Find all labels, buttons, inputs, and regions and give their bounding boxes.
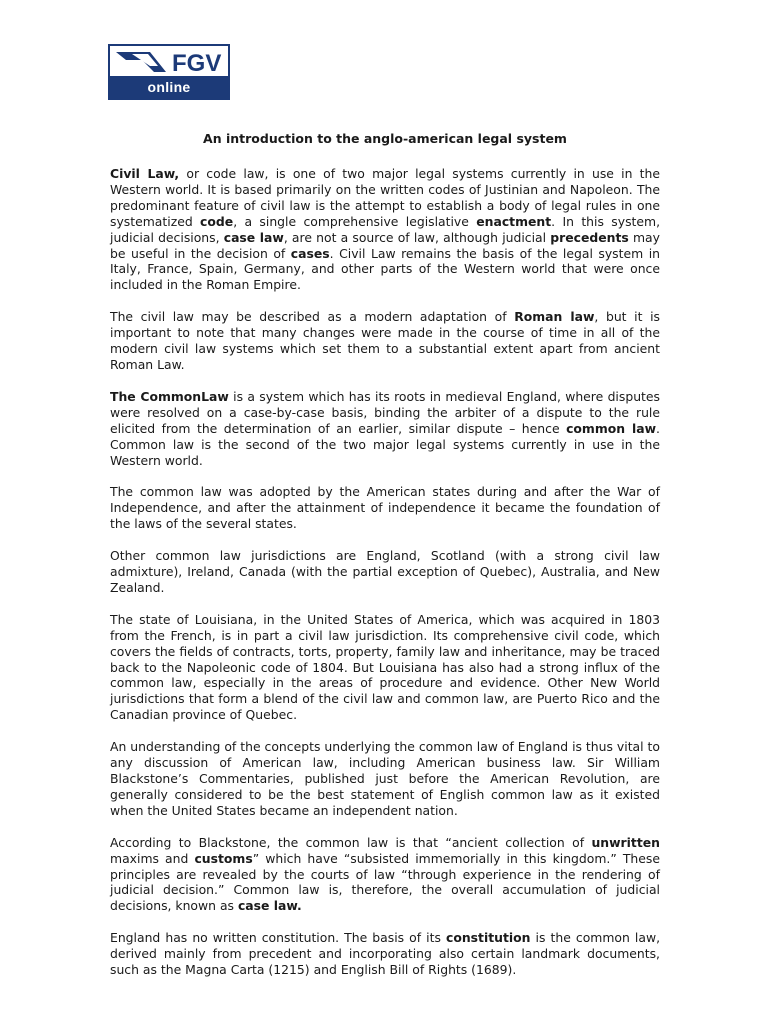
paragraph-text: An understanding of the concepts underlying the common law of England is thus vital to any discussion of American law, including American business law. Sir William Blackstone’s Commentaries, published just before the American Revolution, are generally considered to be the best statement of English common law as it existed when the United States became an independent nation. xyxy=(110,739,660,818)
paragraph-text: The civil law may be described as a modern adaptation of xyxy=(110,309,515,325)
paragraph-text: , but it is important to note that many changes were made in the course of time in all of the modern civil law systems which set them to a substantial extent apart from ancient Roman Law. xyxy=(110,309,660,372)
paragraph-text: . In this system, judicial decisions, xyxy=(110,213,661,245)
paragraph xyxy=(110,930,660,978)
paragraph xyxy=(110,548,660,596)
paragraph-text: Other common law jurisdictions are England, Scotland (with a strong civil law admixture), Ireland, Canada (with the partial exception of Quebec), Australia, and New Zealand. xyxy=(110,548,660,595)
bold-term: customs xyxy=(194,850,253,866)
document-body xyxy=(110,166,660,994)
paragraph-text: is the common law, derived mainly from precedent and incorporating also certain landmark documents, such as the Magna Carta (1215) and English Bill of Rights (1689). xyxy=(110,930,661,978)
bold-term: enactment xyxy=(476,213,552,229)
bold-term: precedents xyxy=(550,229,629,245)
bold-term: case law xyxy=(223,229,284,245)
paragraph xyxy=(110,612,660,723)
paragraph-text: may be useful in the decision of xyxy=(110,229,660,261)
paragraph-text: The common law was adopted by the American states during and after the War of Independence, and after the attainment of independence it became the foundation of the laws of the several states. xyxy=(110,484,660,532)
bold-term: code xyxy=(200,213,234,229)
paragraph-text: is a system which has its roots in medieval England, where disputes were resolved on a case-by-case basis, binding the arbiter of a dispute to the rule elicited from the determination of an earlier, similar dispute – hence xyxy=(110,388,660,436)
paragraph xyxy=(110,739,660,819)
paragraph-text: England has no written constitution. The basis of its xyxy=(110,930,446,946)
paragraph-text: maxims and xyxy=(110,850,195,866)
bold-term: Civil Law, xyxy=(110,166,180,181)
paragraph-text: The state of Louisiana, in the United States of America, which was acquired in 1803 from the French, is in part a civil law jurisdiction. Its comprehensive civil code, which covers the fields of contracts, torts, property, family law and inheritance, may be traced back to the Napoleonic code of 1804. But Louisiana has also had a strong influx of the common law, especially in the areas of procedure and evidence. Other New World jurisdictions that form a blend of the civil law and common law, are Puerto Rico and the Canadian province of Quebec. xyxy=(110,611,660,723)
paragraph xyxy=(110,389,660,469)
fgv-online-logo xyxy=(108,44,230,100)
logo-subtitle: online xyxy=(110,76,228,98)
logo-brand: FGV xyxy=(172,50,222,76)
paragraph-text: , are not a source of law, although judicial xyxy=(283,229,551,245)
paragraph xyxy=(110,484,660,532)
paragraph-text: According to Blackstone, the common law is that “ancient collection of xyxy=(110,834,592,850)
bold-term: common law xyxy=(566,420,657,436)
document-title: An introduction to the anglo-american legal system xyxy=(203,131,567,146)
paragraph-text: ” which have “subsisted immemorially in this kingdom.” These principles are revealed by the courts of law “through experience in the rendering of judicial decision.” Common law is, therefore, the overall accumulation of judicial decisions, known as xyxy=(110,850,660,914)
bold-term: case law. xyxy=(237,898,302,914)
paragraph xyxy=(110,835,660,915)
bold-term: constitution xyxy=(445,930,531,946)
paragraph-text: . Common law is the second of the two major legal systems currently in use in the Western world. xyxy=(110,420,660,468)
bold-term: The CommonLaw xyxy=(110,388,229,404)
paragraph-text: , a single comprehensive legislative xyxy=(233,213,477,229)
paragraph-text: . Civil Law remains the basis of the legal system in Italy, France, Spain, Germany, and other parts of the Western world that were once included in the Roman Empire. xyxy=(110,245,661,293)
paragraph-text: or code law, is one of two major legal systems currently in use in the Western world. It is based primarily on the written codes of Justinian and Napoleon. The predominant feature of civil law is the attempt to establish a body of legal rules in one systematized xyxy=(110,166,661,229)
bold-term: unwritten xyxy=(591,834,660,850)
paragraph xyxy=(110,309,660,373)
paragraph xyxy=(110,166,660,293)
bold-term: cases xyxy=(290,245,330,261)
bold-term: Roman law xyxy=(514,309,595,325)
fgv-bird-mark xyxy=(110,46,228,76)
